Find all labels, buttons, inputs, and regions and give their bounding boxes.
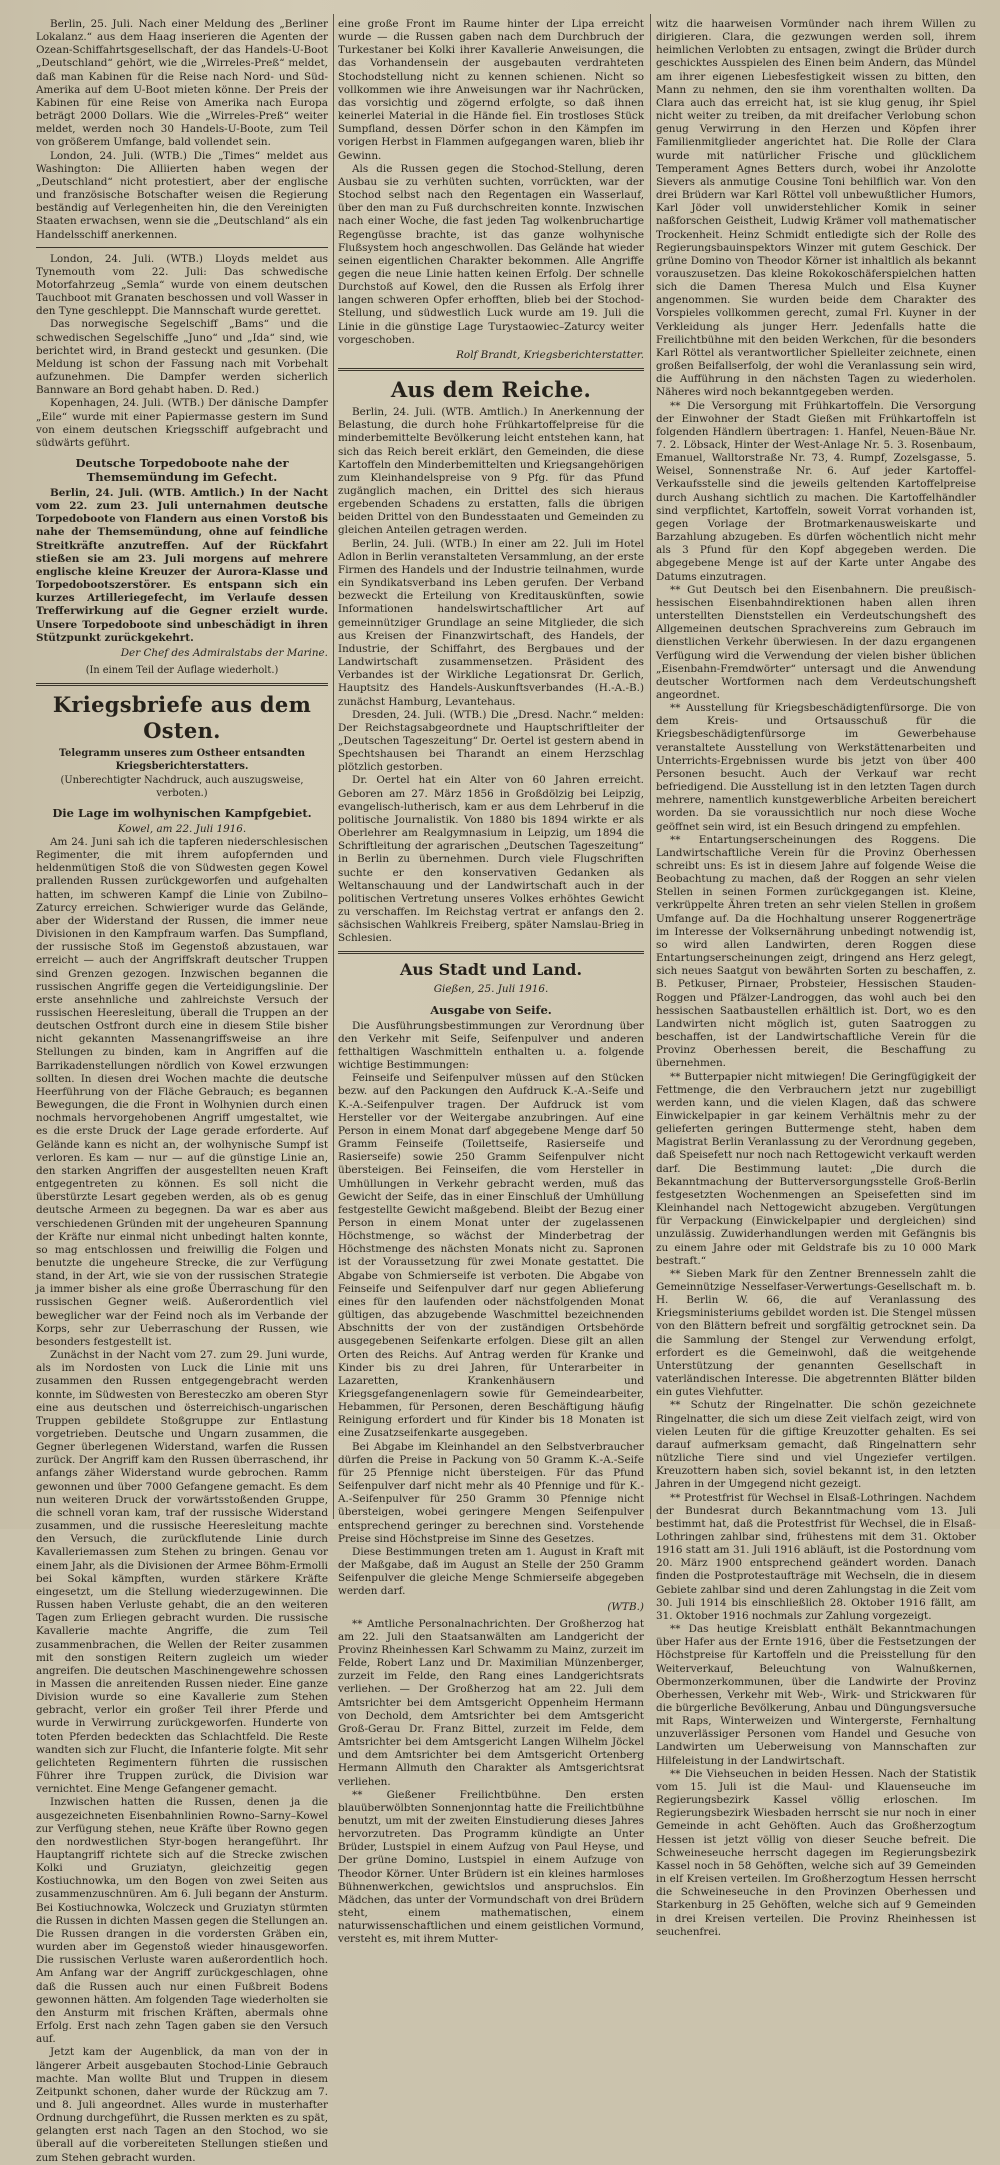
- article-paragraph: ** Schutz der Ringelnatter. Die schön gezeichnete Ringelnatter, die sich um diese Zeit vielfach zeigt, wird von vielen Leuten für die giftige Kreuzotter gehalten. Es sei darauf aufmerksam gemacht, daß Ringelnattern sehr nützliche Tiere sind und viel Ungeziefer vertilgen. Kreuzottern haben sich, soviel bekannt ist, in den letzten Jahren in der Umgegend nicht gezeigt.: [656, 1399, 976, 1491]
- signature: Der Chef des Admiralstabs der Marine.: [120, 646, 328, 659]
- column-right: [656, 18, 976, 1938]
- article-paragraph: ** Die Viehseuchen in beiden Hessen. Nach der Statistik vom 15. Juli ist die Maul- und Klauenseuche im Regierungsbezirk Kassel völlig erloschen. Im Regierungsbezirk Wiesbaden herrscht sie nur noch in einer Gemeinde in acht Gehöften. Auch das Großherzogtum Hessen ist jetzt völlig von dieser Seuche befreit. Die Schweineseuche herrscht dagegen im Regierungsbezirk Kassel noch in 58 Gehöften, welche sich auf 39 Gemeinden in elf Kreisen verteilen. Im Großherzogtum Hessen herrscht die Schweineseuche in den Provinzen Oberhessen und Starkenburg in 25 Gehöften, welche sich auf 9 Gemeinden in drei Kreisen verteilen. Die Provinz Rheinhessen ist seuchenfrei.: [656, 1767, 976, 1938]
- subheadline: Telegramm unseres zum Ostheer entsandten Kriegsberichterstatters.: [59, 748, 305, 773]
- article-paragraph: ** Entartungserscheinungen des Roggens. Die Landwirtschaftliche Verein für die Provinz Oberhessen schreibt uns: Es ist in diesem Jahre auf folgende Weise die Beobachtung zu machen, daß der Roggen an sehr vielen Stellen in seinen Formen zurückgegangen ist. Kleine, verkrüppelte Ähren treten an sehr vielen Stellen in großem Umfange auf. Da die Hochhaltung unserer Roggenerträge im Interesse der Volksernährung unbedingt notwendig ist, so wird allen Landwirten, deren Roggen diese Entartungserscheinungen zeigt, dringend ans Herz gelegt, sich neues Saatgut von bewährten Sorten zu beschaffen, z. B. Petkuser, Pirnaer, Probsteier, Hessischen Stauden-Roggen und Pfälzer-Landroggen, das wohl auch bei den hessischen Saatbaustellen erhältlich ist. Dort, wo es den Landwirten nicht möglich ist, guten Saatroggen zu beschaffen, ist der Landwirtschaftliche Verein für die Provinz Oberhessen bereit, die Beschaffung zu übernehmen.: [656, 833, 976, 1070]
- article-paragraph: Bei Abgabe im Kleinhandel an den Selbstverbraucher dürfen die Preise in Packung von 50 Gramm K.-A.-Seife für 25 Pfennige nicht übersteigen. Für das Pfund Seifenpulver darf nicht mehr als 40 Pfennige und für K.-A.-Seifenpulver für 250 Gramm 30 Pfennige nicht übersteigen, wobei geringere Mengen Seifenpulver entsprechend geringer zu berechnen sind. Vorstehende Preise sind Höchstpreise im Sinne des Gesetzes.: [338, 1440, 644, 1545]
- article-paragraph: Dr. Oertel hat ein Alter von 60 Jahren erreicht. Geboren am 27. März 1856 in Großdölzig bei Leipzig, evangelisch-lutherisch, kam er aus dem Lehrberuf in die politische Journalistik. Von 1880 bis 1894 wirkte er als Oberlehrer am Realgymnasium in Leipzig, um 1894 die Schriftleitung der agrarischen „Deutschen Tageszeitung“ in Berlin zu übernehmen. Durch viele Flugschriften suchte er den konservativen Gedanken als Weltanschauung und der Landwirtschaft auch in der politischen Vertretung unseres Volkes erhöhtes Gewicht zu verschaffen. Im Reichstag vertrat er anfangs den 2. sächsischen Wahlkreis Freiberg, später Namslau-Brieg in Schlesien.: [338, 774, 644, 945]
- section-headline: Deutsche Torpedoboote nahe der Themsemündung im Gefecht.: [75, 456, 289, 484]
- article-paragraph: ** Das heutige Kreisblatt enthält Bekanntmachungen über Hafer aus der Ernte 1916, über die Festsetzungen der Höchstpreise für Kartoffeln und die Preisstellung für den Weiterverkauf, Beleuchtung von Walnußkernen, Obermonzerkommunen, über die Landwirte der Provinz Oberhessen, Verkehr mit Web-, Wirk- und Strickwaren für die bürgerliche Bevölkerung, Anbau und Düngungsversuche mit Raps, Winterweizen und Wintergerste, Fernhaltung unzuverlässiger Personen vom Handel und Gesuche von Landwirten um Ueberweisung von Mannschaften zur Hilfeleistung in der Landwirtschaft.: [656, 1623, 976, 1767]
- article-paragraph: ** Sieben Mark für den Zentner Brennesseln zahlt die Gemeinnützige Nesselfaser-Verwertungs-Gesellschaft m. b. H. Berlin W. 66, die auf Veranlassung des Kriegsministeriums gebildet worden ist. Die Stengel müssen von den Blättern befreit und sorgfältig getrocknet sein. Da die Sammlung der Stengel zur Verwendung erfolgt, erfordert es die Gemeinwohl, daß die weitgehende Unterstützung der genannten Gesellschaft in vaterländischen Interesse. Die abgetrennten Blätter bilden ein gutes Viehfutter.: [656, 1267, 976, 1399]
- article-paragraph: eine große Front im Raume hinter der Lipa erreicht wurde — die Russen gaben nach dem Durchbruch der Turkestaner bei Kolki ihrer Kavallerie Anweisungen, die das Vorhandensein der ausgebauten verdrahteten Stochodstellung nicht zu kennen schienen. Nicht so vollkommen wie ihre Anweisungen war ihr Nachrücken, das vorsichtig und zögernd erfolgte, so daß ihnen keinerlei Material in die Hände fiel. Ein trostloses Stück Sumpfland, dessen Dörfer schon in den Kämpfen im vorigen Herbst in Flammen aufgegangen waren, blieb ihr Gewinn.: [338, 18, 644, 162]
- article-paragraph: ** Protestfrist für Wechsel in Elsaß-Lothringen. Nachdem der Bundesrat durch Bekanntmachung vom 13. Juli bestimmt hat, daß die Protestfrist für Wechsel, die in Elsaß-Lothringen zahlbar sind, frühestens mit dem 31. Oktober 1916 statt am 31. Juli 1916 abläuft, ist die Postordnung vom 20. März 1900 entsprechend geändert worden. Danach finden die Postprotestaufträge mit Wechseln, die in diesem Gebiete zahlbar sind und deren Zahlungstag in die Zeit vom 30. Juli 1914 bis einschließlich 28. Oktober 1916 fällt, am 31. Oktober 1916 nochmals zur Zahlung vorgezeigt.: [656, 1491, 976, 1622]
- article-paragraph: Dresden, 24. Juli. (WTB.) Die „Dresd. Nachr.“ melden: Der Reichstagsabgeordnete und Hauptschriftleiter der „Deutschen Tageszeitung“ Dr. Oertel ist gestern abend in Spechtshausen bei Tharandt an einem Herzschlag plötzlich gestorben.: [338, 708, 644, 774]
- article-paragraph: Inzwischen hatten die Russen, denen ja die ausgezeichneten Eisenbahnlinien Rowno–Sarny–Kowel zur Verfügung stehen, neue Kräfte über Rowno gegen den nordwestlichen Styr-bogen herangeführt. Ihr Hauptangriff richtete sich auf die Strecke zwischen Kolki und Gruziatyn, gleichzeitig gegen Kostiuchnowka, um den Bogen von zwei Seiten aus zusammenzuschnüren. Am 6. Juli begann der Ansturm. Bei Kostiuchnowka, Wolczeck und Gruziatyn stürmten die Russen in dichten Massen gegen die Stellungen an. Die Russen drangen in die vordersten Gräben ein, wurden aber im Gegenstoß wieder hinausgeworfen. Die russischen Verluste waren außerordentlich hoch. Am Anfang war der Angriff zurückgeschlagen, ohne daß die Russen auch nur einen Fußbreit Bodens gewonnen hätten. Am folgenden Tage wiederholten sie den Ansturm mit frischen Kräften, abermals ohne Erfolg. Erst nach zehn Tagen gaben sie den Versuch auf.: [36, 1796, 328, 2046]
- article-paragraph: ** Gut Deutsch bei den Eisenbahnern. Die preußisch-hessischen Eisenbahndirektionen haben allen ihren unterstellten Dienststellen ein Verdeutschungsheft des Allgemeinen deutschen Sprachvereins zum Gebrauch im dienstlichen Verkehr überwiesen. In der dazu ergangenen Verfügung wird die Verwendung der vielen bisher üblichen „Eisenbahn-Fremdwörter“ untersagt und die Anwendung deutscher Wortformen nach dem Verdeutschungsheft angeordnet.: [656, 583, 976, 701]
- article-paragraph: Kopenhagen, 24. Juli. (WTB.) Der dänische Dampfer „Eile“ wurde mit einer Papiermasse gestern im Sund von einem deutschen Kriegsschiff aufgebracht und südwärts geführt.: [36, 397, 328, 449]
- separator: [338, 368, 644, 371]
- column-rule: [333, 14, 334, 1519]
- article-paragraph: witz die haarweisen Vormünder nach ihrem Willen zu dirigieren. Clara, die gezwungen werden soll, ihrem heimlichen Verlobten zu entsagen, zwingt die Brüder durch geschicktes Ausspielen des Einen beim Andern, das Mündel am ihrer eigenen Liebesfestigkeit wissen zu bitten, den Mann zu nehmen, den sie ihm vorenthalten wollten. Da Clara auch das erreicht hat, ist sie klug genug, ihr Spiel nicht weiter zu treiben, da mit dreifacher Verlobung schon genug Verwirrung in den Herzen und Köpfen ihrer Familienmitglieder angerichtet hat. Die Rolle der Clara wurde mit natürlicher Frische und glücklichem Temperament Agnes Betters durch, wobei ihr Anzolotte Sievers als anmutige Cousine Toni behilflich war. Von den drei Brüdern war Karl Röttel voll unbewußtlicher Humors, Karl Jöder voll unwiderstehlicher Komik in seiner naßforschen Geistheit, Ludwig Krämer voll mathematischer Trockenheit. Heinz Schmidt entledigte sich der Rolle des Regierungsbauinspektors Winzer mit gutem Geschick. Der grüne Domino von Theodor Körner ist inhaltlich als bekannt vorauszusetzen. Das kleine Rokokoschäferspielchen hatten sich die Damen Theresa Mulch und Elsa Kuyner angenommen. Sie wurden beide dem Charakter des Vorspieles vollkommen gerecht, zumal Frl. Kuyner in der Verkleidung als junger Herr. Jedenfalls hatte die Freilichtbühne mit den beiden Werkchen, für die besonders Karl Röttel als verantwortlicher Spielleiter zeichnete, einen großen Beifallserfolg, der wohl die Veranlassung sein wird, die Aufführung in den nächsten Tagen zu wiederholen. Näheres wird noch bekanntgegeben werden.: [656, 18, 976, 399]
- article-paragraph: ** Die Versorgung mit Frühkartoffeln. Die Versorgung der Einwohner der Stadt Gießen mit Frühkartoffeln ist folgenden Händlern übertragen: 1. Hanfel, Neuen-Bäue Nr. 7. 2. Löbsack, Hinter der West-Anlage Nr. 5. 3. Rosenbaum, Emanuel, Walltorstraße Nr. 73, 4. Rumpf, Zozelsgasse, 5. Weisel, Sonnenstraße Nr. 6. Auf jeder Kartoffel-Verkaufsstelle sind die jeweils geltenden Kartoffelpreise durch Aushang sichtlich zu machen. Die Kartoffelhändler sind verpflichtet, Kartoffeln, soweit Vorrat vorhanden ist, gegen Vorlage der Brotmarkenausweiskarte und Barzahlung abzugeben. Es dürfen wöchentlich nicht mehr als 3 Pfund für den Kopf abgegeben werden. Die abgegebene Menge ist auf der Karte unter Angabe des Datums einzutragen.: [656, 399, 976, 583]
- section-headline: Aus Stadt und Land.: [399, 960, 583, 980]
- column-middle: [338, 18, 644, 1946]
- separator: [36, 247, 328, 248]
- section-headline: Kriegsbriefe aus dem Osten.: [52, 692, 312, 744]
- article-headline: Ausgabe von Seife.: [430, 1002, 552, 1017]
- column-rule: [650, 14, 651, 1519]
- article-paragraph: Das norwegische Segelschiff „Bams“ und die schwedischen Segelschiffe „Juno“ und „Ida“ sind, wie berichtet wird, in Brand gesteckt und gesunken. (Die Meldung ist schon der Fassung nach mit Vorbehalt aufzunehmen. Die Dampfer werden sicherlich Bannware an Bord gehabt haben. D. Red.): [36, 318, 328, 397]
- article-paragraph: Als die Russen gegen die Stochod-Stellung, deren Ausbau sie zu verhüten suchten, vorrückten, war der Stochod selbst nach den Regentagen ein Wasserlauf, über den man zu Fuß durchschreiten konnte. Inzwischen nach einer Woche, die fast jeden Tag wolkenbruchartige Regengüsse brachte, ist das ganze wolhynische Flußsystem hoch angeschwollen. Das Gelände hat wieder seinen eigentlichen Charakter bekommen. Alle Angriffe gegen die neue Linie hatten keinen Erfolg. Der schnelle Durchstoß auf Kowel, den die Russen als Erfolg ihrer langen schweren Opfer erhofften, blieb bei der Stochod-Stellung, und südwestlich Luck wurde am 19. Juli die Linie in die günstige Lage Turystaowiec–Zaturcy weiter vorgeschoben.: [338, 162, 644, 346]
- separator: [36, 683, 328, 686]
- article-paragraph: Die Ausführungsbestimmungen zur Verordnung über den Verkehr mit Seife, Seifenpulver und anderen fetthaltigen Waschmitteln enthalten u. a. folgende wichtige Bestimmungen:: [338, 1019, 644, 1072]
- article-paragraph: Diese Bestimmungen treten am 1. August in Kraft mit der Maßgabe, daß im August an Stelle der 250 Gramm Seifenpulver die gleiche Menge Schmierseife abgegeben werden darf.: [338, 1545, 644, 1598]
- article-paragraph: Berlin, 24. Juli. (WTB.) In einer am 22. Juli im Hotel Adlon in Berlin veranstalteten Versammlung, an der erste Firmen des Handels und der Industrie teilnahmen, wurde ein Syndikatsverband ins Leben gerufen. Der Verband bezweckt die Erteilung von Kreditauskünften, sowie Informationen handelswirtschaftlicher Art auf gemeinnütziger Grundlage an seine Mitglieder, die sich aus Kreisen der Finanzwirtschaft, des Handels, der Industrie, der Schiffahrt, des Bergbaues und der Landwirtschaft zusammensetzen. Präsident des Verbandes ist der Wirkliche Legationsrat Dr. Gerlich, Hauptsitz des Handels-Auskunftsverbandes (H.-A.-B.) zunächst Hamburg, Levantehaus.: [338, 537, 644, 708]
- article-paragraph: Berlin, 24. Juli. (WTB. Amtlich.) In der Nacht vom 22. zum 23. Juli unternahmen deutsche Torpedoboote von Flandern aus einen Vorstoß bis nahe der Themsemündung, ohne auf feindliche Streitkräfte anzutreffen. Auf der Rückfahrt stießen sie am 23. Juli morgens auf mehrere englische kleine Kreuzer der Aurora-Klasse und Torpedobootszerstörer. Es entspann sich ein kurzes Artilleriegefecht, im Verlaufe dessen Trefferwirkung auf die Gegner erzielt wurde. Unsere Torpedoboote sind unbeschädigt in ihren Stützpunkt zurückgekehrt.: [36, 487, 328, 644]
- article-paragraph: ** Butterpapier nicht mitwiegen! Die Geringfügigkeit der Fettmenge, die den Verbrauchern jetzt nur zugebilligt werden kann, und die vielen Klagen, daß das schwere Einwickelpapier in gar keinem Verhältnis mehr zu der gelieferten geringen Buttermenge steht, haben dem Magistrat Berlin Veranlassung zu der Verordnung gegeben, daß Speisefett nur noch nach Rettogewicht verkauft werden darf. Die Bestimmung lautet: „Die durch die Bekanntmachung der Butterversorgungsstelle Groß-Berlin festgesetzten Wochenmengen an Speisefetten sind im Kleinhandel nach Nettogewicht abzugeben. Vergütungen für Verpackung (Einwickelpapier und dergleichen) sind unzulässig. Zuwiderhandlungen werden mit Gefängnis bis zu einem Jahre oder mit Geldstrafe bis zu 10 000 Mark bestraft.“: [656, 1070, 976, 1267]
- article-paragraph: London, 24. Juli. (WTB.) Die „Times“ meldet aus Washington: Die Alliierten haben wegen der „Deutschland“ nicht protestiert, aber der englische und französische Botschafter weisen die Regierung beständig auf Verlegenheiten hin, die den Vereinigten Staaten erwachsen, wenn sie die „Deutschland“ als ein Handelsschiff anerkennen.: [36, 149, 328, 241]
- article-headline: Die Lage im wolhynischen Kampfgebiet.: [52, 805, 312, 820]
- article-paragraph: Zunächst in der Nacht vom 27. zum 29. Juni wurde, als im Nordosten von Luck die Linie mit uns zusammen den Russen entgegengebracht werden konnte, im Südwesten von Beresteczko am oberen Styr eine aus deutschen und österreichisch-ungarischen Truppen gebildete Stoßgruppe zur Entlastung vorgetrieben. Deutsche und Ungarn zusammen, die Gegner überlegenen Widerstand, warfen die Russen zurück. Der Angriff kam den Russen überraschend, ihr anfangs zäher Widerstand wurde gebrochen. Ramm gewonnen und über 7000 Gefangene gemacht. Es dem nun weiteren Druck der vorwärtsstoßenden Gruppe, die schnell voran kam, traf der russische Widerstand zusammen, und die russische Heeresleitung machte den Versuch, die zurückflutende Linie durch Kavalleriemassen zum Stehen zu bringen. Genau vor einem Jahr, als die Divisionen der Armee Böhm-Ermolli bei Sokal kämpften, wurden stärkere Kräfte eingesetzt, um die Stellung wiederzugewinnen. Die Russen haben Verluste gehabt, die an den weiteren Tagen zum Erliegen gebracht wurden. Die russische Kavallerie machte Angriffe, die zum Teil zusammenbrachen, die Wellen der Reiter zusammen mit den sonstigen Reitern zugleich um wieder angreifen. Die deutschen Maschinengewehre schossen in Massen die anreitenden Russen nieder. Eine ganze Division wurde so eine Kavallerie zum Stehen gebracht, verlor ein großer Teil ihrer Pferde und wurde in Verwirrung zurückgeworfen. Hunderte von toten Pferden bedeckten das Schlachtfeld. Die Reste wandten sich zur Flucht, die Infanterie folgte. Mit sehr gelichteten Regimentern führten die russischen Führer ihre Truppen zurück, die Division war vernichtet. Eine Menge Gefangener gemacht.: [36, 1349, 328, 1796]
- dateline: Gießen, 25. Juli 1916.: [433, 983, 549, 996]
- signature: Rolf Brandt, Kriegsberichterstatter.: [456, 348, 644, 361]
- article-paragraph: ** Ausstellung für Kriegsbeschädigtenfürsorge. Die von dem Kreis- und Ortsausschuß für die Kriegsbeschädigtenfürsorge im Gewerbehause veranstaltete Ausstellung von Werkstättenarbeiten und Unterrichts-Ergebnissen wurde bis jetzt von über 400 Personen besucht. Auch der Verkauf war recht befriedigend. Die Ausstellung ist in den letzten Tagen durch mehrere, namentlich kunstgewerbliche Arbeiten bereichert worden. Da sie voraussichtlich nur noch diese Woche geöffnet sein wird, ist ein Besuch dringend zu empfehlen.: [656, 702, 976, 833]
- separator: [338, 951, 644, 954]
- article-paragraph: Berlin, 25. Juli. Nach einer Meldung des „Berliner Lokalanz.“ aus dem Haag inserieren die Agenten der Ozean-Schiffahrtsgesellschaft, der das Handels-U-Boot „Deutschland“ gehört, wie die „Wirreles-Preß“ meldet, daß man Kabinen für die Reise nach Nord- und Süd-Amerika auf dem U-Boot mieten könne. Der Preis der Kabinen für eine Reise von Amerika nach Europa beträgt 2000 Dollars. Wie die „Wirreles-Preß“ weiter meldet, werden noch 30 Handels-U-Boote, zum Teil von größerem Umfange, bald vollendet sein.: [36, 18, 328, 149]
- article-paragraph: Berlin, 24. Juli. (WTB. Amtlich.) In Anerkennung der Belastung, die durch hohe Frühkartoffelpreise für die minderbemittelte Bevölkerung leicht entstehen kann, hat sich das Reich bereit erklärt, den Gemeinden, die diese Kartoffeln den Minderbemittelten und Kriegsangehörigen zum Kleinhandelspreise von 9 Pfg. für das Pfund zugänglich machen, ein Drittel des sich hieraus ergebenden Schadens zu erstatten, falls die übrigen beiden Drittel von den Bundesstaaten und Gemeinden zu gleichen Anteilen getragen werden.: [338, 406, 644, 537]
- subheadline: (Unberechtigter Nachdruck, auch auszugsweise, verboten.): [60, 774, 304, 799]
- note: (In einem Teil der Auflage wiederholt.): [85, 665, 279, 677]
- section-headline: Aus dem Reiche.: [390, 377, 592, 403]
- dateline: Kowel, am 22. Juli 1916.: [117, 822, 247, 835]
- signature: (WTB.): [607, 1600, 644, 1613]
- article-paragraph: Feinseife und Seifenpulver müssen auf den Stücken bezw. auf den Packungen den Aufdruck K.-A.-Seife und K.-A.-Seifenpulver tragen. Der Aufdruck ist vom Hersteller vor der Weitergabe anzubringen. Auf eine Person in einem Monat darf abgegebene Menge darf 50 Gramm Feinseife (Toilettseife, Rasierseife und Rasierseife) sowie 250 Gramm Seifenpulver nicht übersteigen. Bei Feinseifen, die vom Hersteller in Umhüllungen in Verkehr gebracht werden, muß das Gewicht der Seife, das in einer Einschluß der Umhüllung festgestellte Gewicht maßgebend. Bleibt der Bezug einer Person in einem Monat unter der zugelassenen Höchstmenge, so wächst der Minderbetrag der Höchstmenge des nächsten Monats nicht zu. Sapronen ist der Voraussetzung für zwei Monate gestattet. Die Abgabe von Schmierseife ist verboten. Die Abgabe von Feinseife und Seifenpulver darf nur gegen Ablieferung eines für den laufenden oder nächstfolgenden Monat gültigen, das abzugebende Waschmittel bezeichnenden Abschnitts der von der zuständigen Ortsbehörde ausgegebenen Seifenkarte erfolgen. Diese gilt an allen Orten des Reichs. Auf Antrag werden für Kranke und Kinder bis zu drei Jahren, für Unterarbeiter in Lazaretten, Krankenhäusern und Kriegsgefangenenlagern sowie für Gemeindearbeiter, Hebammen, für Personen, deren Beschäftigung häufig Reinigung erfordert und für Kinder bis 18 Monaten ist eine Zusatzseifenkarte ausgegeben.: [338, 1072, 644, 1440]
- article-paragraph: London, 24. Juli. (WTB.) Lloyds meldet aus Tynemouth vom 22. Juli: Das schwedische Motorfahrzeug „Semla“ wurde von einem deutschen Tauchboot mit Granaten beschossen und voll Wasser in den Tyne geschleppt. Die Mannschaft wurde gerettet.: [36, 252, 328, 318]
- article-paragraph: ** Gießener Freilichtbühne. Den ersten blauüberwölbten Sonnenjonntag hatte die Freilichtbühne benutzt, um mit der zweiten Einstudierung dieses Jahres hervorzutreten. Das Programm kündigte an Unter Brüder, Lustspiel in einem Aufzug von Paul Heyse, und Der grüne Domino, Lustspiel in einem Aufzuge von Theodor Körner. Unter Brüdern ist ein kleines harmloses Bühnenwerkchen, gewichtslos und anspruchslos. Ein Mädchen, das unter der Vormundschaft von drei Brüdern steht, einem mathematischen, einem naturwissenschaftlichen und einem geistlichen Vormund, versteht es, mit ihrem Mutter-: [338, 1788, 644, 1946]
- column-left: [36, 18, 328, 2164]
- article-paragraph: ** Amtliche Personalnachrichten. Der Großherzog hat am 22. Juli den Staatsanwälten am Landgericht der Provinz Rheinhessen Karl Schwamm zu Mainz, zurzeit im Felde, Robert Lanz und Dr. Maximilian Münzenberger, zurzeit im Felde, den Rang eines Landgerichtsrats verliehen. — Der Großherzog hat am 22. Juli dem Amtsrichter bei dem Amtsgericht Oppenheim Hermann von Dechold, dem Amtsrichter bei dem Amtsgericht Groß-Gerau Dr. Franz Bittel, zurzeit im Felde, dem Amtsrichter bei dem Amtsgericht Langen Wilhelm Jöckel und dem Amtsrichter bei dem Amtsgericht Ortenberg Hermann Allmuth den Charakter als Amtsgerichtsrat verliehen.: [338, 1617, 644, 1788]
- article-paragraph: Am 24. Juni sah ich die tapferen niederschlesischen Regimenter, die mit ihrem aufopfernden und heldenmütigen Stoß die von Südwesten gegen Kowel prallenden Russen zurückgeworfen und aufgehalten hatten, im schweren Kampf die Linie von Zubilno–Zaturcy erreichen. Schwieriger wurde das Gelände, aber der Widerstand der Russen, die immer neue Divisionen in den Kampfraum warfen. Das Sumpfland, der russische Stoß im Gegenstoß abzustauen, war erreicht — auch der Angriffskraft deutscher Truppen sind Grenzen gezogen. Inzwischen begannen die russischen Angriffe gegen die Verteidigungslinie. Der erste ansehnliche und zahlreichste Versuch der russischen Heeresleitung, überall die Truppen an der deutschen Ostfront durch eine in diesem Stile bisher nicht gekannten Massenangriffsweise an ihre Stellungen zu binden, kam in Angriffen auf die Barrikadenstellungen nördlich von Kowel erzwungen sollten. In diesen drei Wochen machte die deutsche Heerführung von der Fläche Gebrauch; es begannen Bewegungen, die die Front in Wolhynien durch einen nochmals hervorgehobenen Angriff umgestaltet, wie es die erste Druck der Lage gerade erforderte. Auf Gelände kann es nicht an, der wolhynische Sumpf ist verloren. Es kam — nur — auf die günstige Linie an, den starken Angriffen der ausgestellten neuen Kraft entgegentreten zu können. Es soll nicht die überstürzte Lesart gegeben werden, als ob es genug deutsche Armeen zu begegnen. Da war es aber aus verschiedenen Gründen mit der ungeheuren Spannung der Kräfte nur einmal nicht unbedingt halten konnte, so mag entschlossen und freiwillig die Folgen und benutzte die ungeheure Strecke, die zur Verfügung stand, in der Art, wie sie von der russischen Strategie ja immer bisher als eine große Überraschung für den russischen Gegner weiß. Außerordentlich viel beweglicher war der Feind noch als im Verbande der Korps, sehr zur Ueberraschung der Russen, wie besonders festgestellt ist.: [36, 835, 328, 1348]
- article-paragraph: Jetzt kam der Augenblick, da man von der in längerer Arbeit ausgebauten Stochod-Linie Gebrauch machte. Man wollte Blut und Truppen in diesem Zeitpunkt schonen, daher wurde der Rückzug am 7. und 8. Juli angeordnet. Alles wurde in musterhafter Ordnung durchgeführt, die Russen merkten es zu spät, gelangten erst nach Tagen an den Stochod, wo sie überall auf die vorbereiteten Stellungen stießen und zum Stehen gebracht wurden.: [36, 2046, 328, 2164]
